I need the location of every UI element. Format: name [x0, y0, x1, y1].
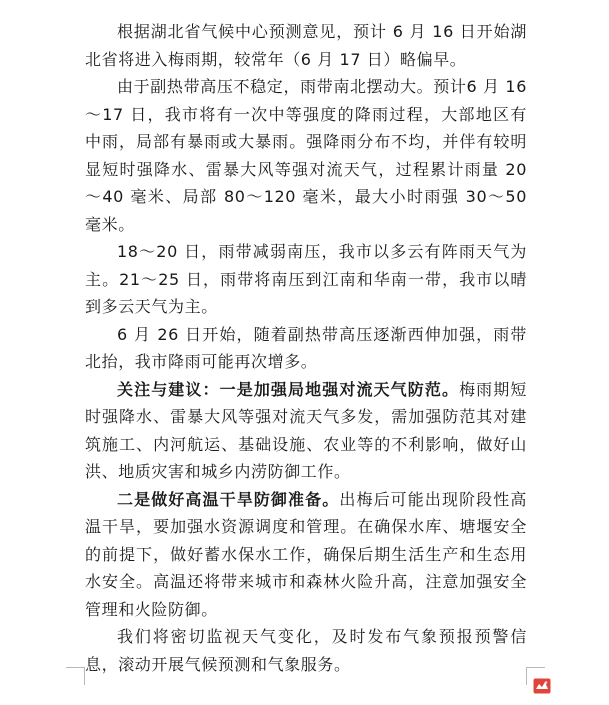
- paragraph: [85, 238, 527, 321]
- paragraph-text: 我们将密切监视天气变化，及时发布气象预报预警信息，滚动开展气候预测和气象服务。: [85, 627, 527, 674]
- paragraph: [85, 73, 527, 238]
- paragraph-bold-lead: 二是做好高温干旱防御准备。: [117, 489, 340, 509]
- paragraph: [85, 623, 527, 678]
- paragraph: [85, 18, 527, 73]
- paragraph-text: 根据湖北省气候中心预测意见，预计 6 月 16 日开始湖北省将进入梅雨期，较常年（6 月 17 日）略偏早。: [85, 22, 527, 69]
- crop-mark-bottom-right-horizontal: [526, 667, 545, 668]
- paragraph: [85, 486, 527, 624]
- crop-mark-bottom-left: [66, 667, 85, 685]
- crop-mark-bottom-right: [526, 667, 527, 685]
- document-body: [85, 18, 527, 678]
- app-logo-icon[interactable]: [533, 678, 551, 694]
- paragraph: [85, 376, 527, 486]
- paragraph: [85, 321, 527, 376]
- paragraph-text: 梅雨期短时强降水、雷暴大风等强对流天气多发，需加强防范其对建筑施工、内河航运、基础设施、农业等的不利影响，做好山洪、地质灾害和城乡内涝防御工作。: [85, 379, 527, 481]
- paragraph-bold-lead: 关注与建议：一是加强局地强对流天气防范。: [117, 379, 460, 399]
- paragraph-text: 18～20 日，雨带减弱南压，我市以多云有阵雨天气为主。21～25 日，雨带将南压到江南和华南一带，我市以晴到多云天气为主。: [85, 242, 527, 316]
- paragraph-text: 出梅后可能出现阶段性高温干旱，要加强水资源调度和管理。在确保水库、塘堰安全的前提下，做好蓄水保水工作，确保后期生活生产和生态用水安全。高温还将带来城市和森林火险升高，注意加强安全管理和火险防御。: [85, 489, 527, 619]
- paragraph-text: 6 月 26 日开始，随着副热带高压逐渐西伸加强，雨带北抬，我市降雨可能再次增多。: [85, 324, 527, 371]
- paragraph-text: 由于副热带高压不稳定，雨带南北摆动大。预计6 月 16～17 日，我市将有一次中等强度的降雨过程，大部地区有中雨，局部有暴雨或大暴雨。强降雨分布不均，并伴有较明显短时强降水、雷暴大风等强对流天气，过程累计雨量 20～40 毫米、局部 80～120 毫米，最大小时雨强 30～50 毫米。: [85, 77, 527, 234]
